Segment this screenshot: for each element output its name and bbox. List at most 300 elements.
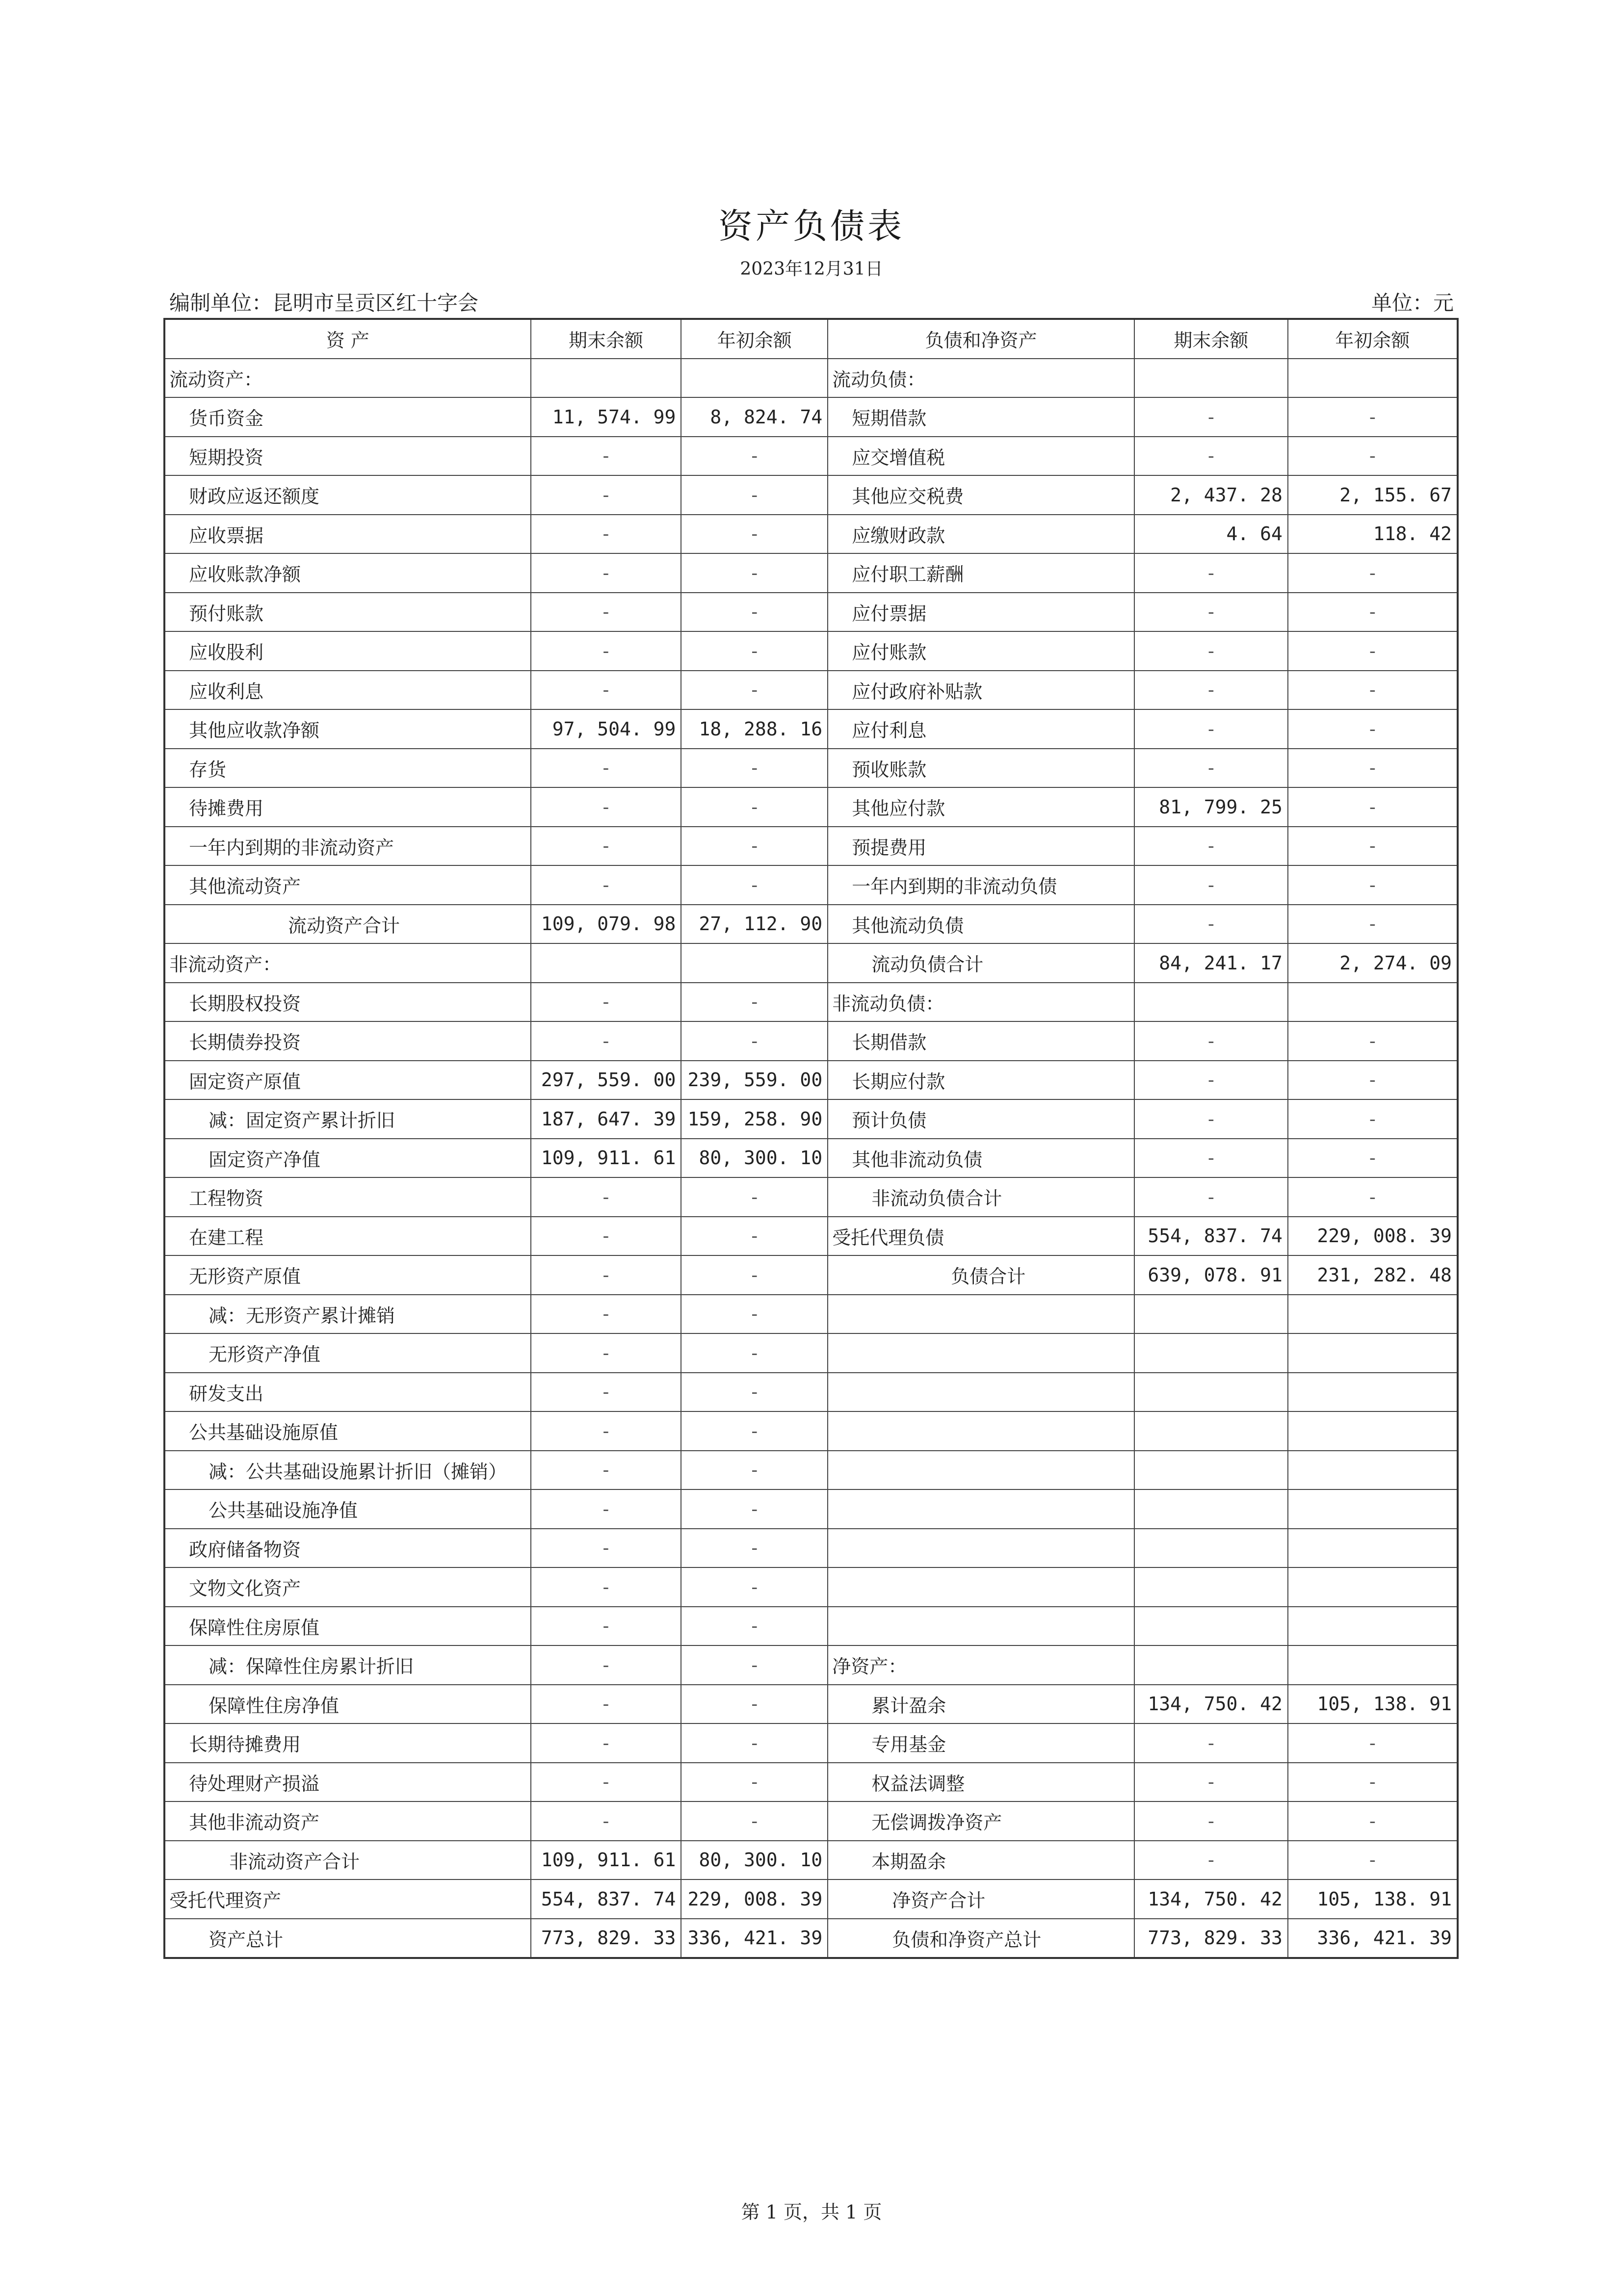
asset-begin-value: 229, 008. 39 xyxy=(681,1879,828,1919)
table-row xyxy=(164,1841,1458,1880)
asset-end-value: - xyxy=(531,1489,681,1529)
liability-end-value: - xyxy=(1134,553,1288,593)
liability-end-value: - xyxy=(1134,1841,1288,1880)
liability-label: 流动负债： xyxy=(828,359,1134,398)
asset-label: 一年内到期的非流动资产 xyxy=(164,827,531,866)
asset-end-value: 109, 911. 61 xyxy=(531,1841,681,1880)
liability-label: 应付利息 xyxy=(828,709,1134,749)
asset-label: 其他应收款净额 xyxy=(164,709,531,749)
asset-end-value: - xyxy=(531,1567,681,1607)
asset-label: 待摊费用 xyxy=(164,787,531,827)
liability-begin-value: - xyxy=(1288,553,1458,593)
asset-label: 资产总计 xyxy=(164,1919,531,1958)
table-row xyxy=(164,1451,1458,1490)
liability-begin-value: - xyxy=(1288,865,1458,905)
liability-end-value: 554, 837. 74 xyxy=(1134,1217,1288,1256)
table-row xyxy=(164,1763,1458,1802)
table-row xyxy=(164,943,1458,983)
asset-begin-value: - xyxy=(681,827,828,866)
liability-end-value: - xyxy=(1134,1139,1288,1178)
liability-end-value: - xyxy=(1134,709,1288,749)
asset-begin-value: 80, 300. 10 xyxy=(681,1139,828,1178)
liability-label: 应交增值税 xyxy=(828,437,1134,476)
compiling-unit: 编制单位：昆明市呈贡区红十字会 xyxy=(169,291,479,315)
liability-begin-value: - xyxy=(1288,1801,1458,1841)
asset-begin-value: - xyxy=(681,1489,828,1529)
table-row xyxy=(164,1879,1458,1919)
asset-label: 存货 xyxy=(164,749,531,788)
liability-label: 负债和净资产总计 xyxy=(828,1919,1134,1958)
table-row xyxy=(164,475,1458,515)
table-row xyxy=(164,1021,1458,1061)
liability-label: 其他流动负债 xyxy=(828,905,1134,944)
report-date: 2023年12月31日 xyxy=(740,259,883,279)
asset-label: 其他流动资产 xyxy=(164,865,531,905)
liability-label: 净资产： xyxy=(828,1645,1134,1685)
liability-label: 本期盈余 xyxy=(828,1841,1134,1880)
liability-label xyxy=(828,1567,1134,1607)
asset-end-value: 109, 079. 98 xyxy=(531,905,681,944)
liability-end-value xyxy=(1134,1333,1288,1373)
asset-begin-value: - xyxy=(681,1255,828,1295)
liability-label: 净资产合计 xyxy=(828,1879,1134,1919)
liability-begin-value: - xyxy=(1288,1177,1458,1217)
asset-begin-value: - xyxy=(681,1333,828,1373)
asset-end-value: - xyxy=(531,1217,681,1256)
asset-end-value: - xyxy=(531,827,681,866)
col-header-assets: 资 产 xyxy=(164,319,531,359)
table-row xyxy=(164,1529,1458,1568)
liability-end-value: - xyxy=(1134,1061,1288,1100)
liability-begin-value: 2, 274. 09 xyxy=(1288,943,1458,983)
liability-label xyxy=(828,1451,1134,1490)
liability-begin-value: 105, 138. 91 xyxy=(1288,1879,1458,1919)
liability-begin-value: 2, 155. 67 xyxy=(1288,475,1458,515)
liability-begin-value: - xyxy=(1288,1723,1458,1763)
liability-label: 受托代理负债 xyxy=(828,1217,1134,1256)
liability-end-value: - xyxy=(1134,1099,1288,1139)
liability-begin-value xyxy=(1288,1529,1458,1568)
asset-begin-value: - xyxy=(681,1217,828,1256)
asset-label: 无形资产原值 xyxy=(164,1255,531,1295)
asset-begin-value: - xyxy=(681,1685,828,1724)
asset-begin-value: - xyxy=(681,1801,828,1841)
table-row xyxy=(164,1099,1458,1139)
asset-end-value: - xyxy=(531,671,681,710)
table-row xyxy=(164,709,1458,749)
asset-label: 长期债券投资 xyxy=(164,1021,531,1061)
table-row xyxy=(164,1295,1458,1334)
liability-begin-value: - xyxy=(1288,397,1458,437)
liability-end-value: 639, 078. 91 xyxy=(1134,1255,1288,1295)
liability-end-value: - xyxy=(1134,1177,1288,1217)
liability-begin-value: - xyxy=(1288,1061,1458,1100)
liability-begin-value: 105, 138. 91 xyxy=(1288,1685,1458,1724)
asset-end-value: 97, 504. 99 xyxy=(531,709,681,749)
liability-begin-value xyxy=(1288,1607,1458,1646)
liability-label: 应付政府补贴款 xyxy=(828,671,1134,710)
table-row xyxy=(164,983,1458,1022)
asset-end-value: 773, 829. 33 xyxy=(531,1919,681,1958)
asset-label: 减：保障性住房累计折旧 xyxy=(164,1645,531,1685)
liability-begin-value: - xyxy=(1288,1841,1458,1880)
asset-label: 应收票据 xyxy=(164,515,531,554)
asset-label: 货币资金 xyxy=(164,397,531,437)
asset-begin-value: 239, 559. 00 xyxy=(681,1061,828,1100)
currency-unit: 单位：元 xyxy=(1371,291,1454,315)
liability-label: 长期应付款 xyxy=(828,1061,1134,1100)
liability-begin-value xyxy=(1288,1451,1458,1490)
liability-end-value xyxy=(1134,1373,1288,1412)
liability-end-value: - xyxy=(1134,749,1288,788)
table-row xyxy=(164,1645,1458,1685)
asset-begin-value: 336, 421. 39 xyxy=(681,1919,828,1958)
liability-begin-value: - xyxy=(1288,749,1458,788)
asset-begin-value: 159, 258. 90 xyxy=(681,1099,828,1139)
liability-begin-value: 118. 42 xyxy=(1288,515,1458,554)
table-row xyxy=(164,1801,1458,1841)
liability-label: 非流动负债合计 xyxy=(828,1177,1134,1217)
liability-end-value: - xyxy=(1134,905,1288,944)
col-header-asset-end: 期末余额 xyxy=(531,319,681,359)
asset-begin-value: - xyxy=(681,1645,828,1685)
liability-label: 预收账款 xyxy=(828,749,1134,788)
asset-end-value xyxy=(531,359,681,398)
table-row xyxy=(164,827,1458,866)
liability-end-value: - xyxy=(1134,1801,1288,1841)
liability-begin-value xyxy=(1288,1295,1458,1334)
liability-end-value: 134, 750. 42 xyxy=(1134,1879,1288,1919)
table-row xyxy=(164,1489,1458,1529)
liability-label xyxy=(828,1489,1134,1529)
liability-begin-value: 231, 282. 48 xyxy=(1288,1255,1458,1295)
table-row xyxy=(164,671,1458,710)
table-row xyxy=(164,397,1458,437)
liability-label: 预提费用 xyxy=(828,827,1134,866)
liability-end-value: - xyxy=(1134,827,1288,866)
liability-begin-value: - xyxy=(1288,1099,1458,1139)
asset-label: 固定资产原值 xyxy=(164,1061,531,1100)
col-header-liab-begin: 年初余额 xyxy=(1288,319,1458,359)
asset-begin-value xyxy=(681,359,828,398)
asset-end-value: - xyxy=(531,1411,681,1451)
asset-label: 减：公共基础设施累计折旧（摊销） xyxy=(164,1451,531,1490)
liability-begin-value: - xyxy=(1288,1139,1458,1178)
col-header-asset-begin: 年初余额 xyxy=(681,319,828,359)
balance-sheet-table xyxy=(163,318,1459,1959)
asset-label: 应收账款净额 xyxy=(164,553,531,593)
liability-begin-value: - xyxy=(1288,709,1458,749)
liability-end-value xyxy=(1134,1567,1288,1607)
liability-label: 一年内到期的非流动负债 xyxy=(828,865,1134,905)
asset-end-value: - xyxy=(531,865,681,905)
liability-end-value: - xyxy=(1134,1763,1288,1802)
asset-end-value: - xyxy=(531,475,681,515)
liability-end-value: 4. 64 xyxy=(1134,515,1288,554)
table-row xyxy=(164,905,1458,944)
liability-label: 预计负债 xyxy=(828,1099,1134,1139)
liability-label xyxy=(828,1373,1134,1412)
liability-label xyxy=(828,1333,1134,1373)
liability-label: 短期借款 xyxy=(828,397,1134,437)
table-row xyxy=(164,1177,1458,1217)
asset-label: 保障性住房净值 xyxy=(164,1685,531,1724)
table-row xyxy=(164,1723,1458,1763)
asset-label: 非流动资产： xyxy=(164,943,531,983)
liability-label: 应付账款 xyxy=(828,631,1134,671)
asset-begin-value: - xyxy=(681,787,828,827)
table-row xyxy=(164,1061,1458,1100)
liability-label: 权益法调整 xyxy=(828,1763,1134,1802)
liability-label: 累计盈余 xyxy=(828,1685,1134,1724)
liability-end-value: 84, 241. 17 xyxy=(1134,943,1288,983)
liability-end-value xyxy=(1134,359,1288,398)
asset-begin-value: - xyxy=(681,1451,828,1490)
asset-label: 预付账款 xyxy=(164,593,531,632)
asset-end-value: - xyxy=(531,1645,681,1685)
asset-begin-value: 80, 300. 10 xyxy=(681,1841,828,1880)
liability-end-value: - xyxy=(1134,865,1288,905)
asset-end-value: - xyxy=(531,1021,681,1061)
asset-begin-value: - xyxy=(681,475,828,515)
liability-label xyxy=(828,1411,1134,1451)
asset-label: 工程物资 xyxy=(164,1177,531,1217)
liability-end-value xyxy=(1134,983,1288,1022)
liability-begin-value xyxy=(1288,983,1458,1022)
liability-end-value xyxy=(1134,1451,1288,1490)
asset-label: 公共基础设施净值 xyxy=(164,1489,531,1529)
liability-label: 负债合计 xyxy=(828,1255,1134,1295)
asset-end-value: - xyxy=(531,1529,681,1568)
asset-end-value: 187, 647. 39 xyxy=(531,1099,681,1139)
asset-label: 长期待摊费用 xyxy=(164,1723,531,1763)
asset-begin-value: - xyxy=(681,983,828,1022)
liability-label xyxy=(828,1529,1134,1568)
asset-begin-value: - xyxy=(681,515,828,554)
liability-label: 流动负债合计 xyxy=(828,943,1134,983)
asset-end-value: 109, 911. 61 xyxy=(531,1139,681,1178)
asset-begin-value: - xyxy=(681,1411,828,1451)
asset-label: 短期投资 xyxy=(164,437,531,476)
table-row xyxy=(164,1255,1458,1295)
liability-begin-value xyxy=(1288,1411,1458,1451)
liability-begin-value xyxy=(1288,359,1458,398)
asset-begin-value: - xyxy=(681,593,828,632)
liability-end-value: - xyxy=(1134,437,1288,476)
asset-begin-value: - xyxy=(681,1763,828,1802)
table-row xyxy=(164,1373,1458,1412)
asset-begin-value: - xyxy=(681,553,828,593)
asset-end-value: - xyxy=(531,1373,681,1412)
liability-begin-value xyxy=(1288,1373,1458,1412)
asset-begin-value: - xyxy=(681,671,828,710)
asset-label: 在建工程 xyxy=(164,1217,531,1256)
liability-end-value: - xyxy=(1134,671,1288,710)
table-row xyxy=(164,437,1458,476)
asset-label: 非流动资产合计 xyxy=(164,1841,531,1880)
liability-label: 其他应付款 xyxy=(828,787,1134,827)
col-header-liabilities: 负债和净资产 xyxy=(828,319,1134,359)
asset-label: 研发支出 xyxy=(164,1373,531,1412)
asset-end-value: - xyxy=(531,1295,681,1334)
liability-label xyxy=(828,1607,1134,1646)
liability-begin-value xyxy=(1288,1489,1458,1529)
asset-end-value: - xyxy=(531,1333,681,1373)
table-row xyxy=(164,787,1458,827)
page-title: 资产负债表 xyxy=(718,206,905,246)
asset-begin-value: - xyxy=(681,437,828,476)
liability-begin-value xyxy=(1288,1567,1458,1607)
asset-begin-value: - xyxy=(681,631,828,671)
liability-end-value: 81, 799. 25 xyxy=(1134,787,1288,827)
liability-end-value: 134, 750. 42 xyxy=(1134,1685,1288,1724)
asset-end-value: - xyxy=(531,553,681,593)
asset-label: 减：固定资产累计折旧 xyxy=(164,1099,531,1139)
asset-label: 受托代理资产 xyxy=(164,1879,531,1919)
liability-label: 应付票据 xyxy=(828,593,1134,632)
table-row xyxy=(164,593,1458,632)
asset-begin-value: 8, 824. 74 xyxy=(681,397,828,437)
liability-end-value xyxy=(1134,1295,1288,1334)
asset-begin-value: - xyxy=(681,1295,828,1334)
liability-end-value: - xyxy=(1134,1021,1288,1061)
asset-label: 应收利息 xyxy=(164,671,531,710)
asset-end-value: - xyxy=(531,515,681,554)
asset-label: 财政应返还额度 xyxy=(164,475,531,515)
asset-end-value: - xyxy=(531,749,681,788)
liability-begin-value: - xyxy=(1288,787,1458,827)
asset-end-value: - xyxy=(531,1801,681,1841)
asset-label: 其他非流动资产 xyxy=(164,1801,531,1841)
asset-end-value: - xyxy=(531,1255,681,1295)
liability-label: 其他应交税费 xyxy=(828,475,1134,515)
asset-end-value: 554, 837. 74 xyxy=(531,1879,681,1919)
asset-end-value: - xyxy=(531,1685,681,1724)
liability-begin-value: - xyxy=(1288,437,1458,476)
asset-begin-value: 18, 288. 16 xyxy=(681,709,828,749)
asset-end-value: - xyxy=(531,787,681,827)
liability-end-value: - xyxy=(1134,397,1288,437)
liability-label: 应缴财政款 xyxy=(828,515,1134,554)
asset-label: 保障性住房原值 xyxy=(164,1607,531,1646)
asset-label: 无形资产净值 xyxy=(164,1333,531,1373)
liability-end-value xyxy=(1134,1529,1288,1568)
table-row xyxy=(164,631,1458,671)
table-row xyxy=(164,553,1458,593)
liability-begin-value: - xyxy=(1288,671,1458,710)
asset-begin-value: - xyxy=(681,1723,828,1763)
asset-end-value: - xyxy=(531,1607,681,1646)
asset-end-value: 11, 574. 99 xyxy=(531,397,681,437)
asset-label: 政府储备物资 xyxy=(164,1529,531,1568)
asset-label: 待处理财产损溢 xyxy=(164,1763,531,1802)
table-row xyxy=(164,1333,1458,1373)
table-row xyxy=(164,1919,1458,1958)
page-footer: 第 1 页，共 1 页 xyxy=(741,2201,882,2223)
asset-end-value: - xyxy=(531,437,681,476)
table-row xyxy=(164,865,1458,905)
liability-label: 专用基金 xyxy=(828,1723,1134,1763)
liability-begin-value xyxy=(1288,1333,1458,1373)
table-row xyxy=(164,359,1458,398)
liability-begin-value: - xyxy=(1288,593,1458,632)
asset-end-value: - xyxy=(531,593,681,632)
liability-label: 非流动负债： xyxy=(828,983,1134,1022)
liability-begin-value xyxy=(1288,1645,1458,1685)
liability-begin-value: - xyxy=(1288,1021,1458,1061)
table-row xyxy=(164,1217,1458,1256)
table-row xyxy=(164,1685,1458,1724)
table-row xyxy=(164,1567,1458,1607)
table-row xyxy=(164,515,1458,554)
liability-begin-value: 336, 421. 39 xyxy=(1288,1919,1458,1958)
liability-end-value xyxy=(1134,1411,1288,1451)
liability-end-value: - xyxy=(1134,631,1288,671)
liability-label xyxy=(828,1295,1134,1334)
table-row xyxy=(164,1411,1458,1451)
asset-begin-value: - xyxy=(681,749,828,788)
asset-end-value: - xyxy=(531,983,681,1022)
table-row xyxy=(164,1607,1458,1646)
asset-begin-value: - xyxy=(681,1567,828,1607)
col-header-liab-end: 期末余额 xyxy=(1134,319,1288,359)
liability-begin-value: 229, 008. 39 xyxy=(1288,1217,1458,1256)
asset-label: 公共基础设施原值 xyxy=(164,1411,531,1451)
table-header-row xyxy=(164,319,1458,359)
liability-label: 应付职工薪酬 xyxy=(828,553,1134,593)
liability-end-value xyxy=(1134,1607,1288,1646)
asset-label: 流动资产合计 xyxy=(164,905,531,944)
liability-label: 其他非流动负债 xyxy=(828,1139,1134,1178)
liability-end-value: - xyxy=(1134,593,1288,632)
liability-end-value: 2, 437. 28 xyxy=(1134,475,1288,515)
liability-begin-value: - xyxy=(1288,905,1458,944)
asset-label: 流动资产： xyxy=(164,359,531,398)
liability-begin-value: - xyxy=(1288,827,1458,866)
asset-end-value: - xyxy=(531,631,681,671)
liability-end-value xyxy=(1134,1645,1288,1685)
asset-end-value: 297, 559. 00 xyxy=(531,1061,681,1100)
asset-end-value: - xyxy=(531,1723,681,1763)
liability-end-value: 773, 829. 33 xyxy=(1134,1919,1288,1958)
asset-begin-value: - xyxy=(681,1607,828,1646)
asset-label: 应收股利 xyxy=(164,631,531,671)
asset-end-value: - xyxy=(531,1177,681,1217)
asset-begin-value xyxy=(681,943,828,983)
asset-begin-value: - xyxy=(681,1529,828,1568)
asset-label: 文物文化资产 xyxy=(164,1567,531,1607)
liability-end-value: - xyxy=(1134,1723,1288,1763)
asset-end-value: - xyxy=(531,1451,681,1490)
asset-label: 长期股权投资 xyxy=(164,983,531,1022)
asset-begin-value: - xyxy=(681,1021,828,1061)
asset-end-value: - xyxy=(531,1763,681,1802)
liability-begin-value: - xyxy=(1288,631,1458,671)
asset-label: 固定资产净值 xyxy=(164,1139,531,1178)
asset-begin-value: 27, 112. 90 xyxy=(681,905,828,944)
table-row xyxy=(164,1139,1458,1178)
liability-label: 无偿调拨净资产 xyxy=(828,1801,1134,1841)
liability-end-value xyxy=(1134,1489,1288,1529)
liability-begin-value: - xyxy=(1288,1763,1458,1802)
asset-begin-value: - xyxy=(681,1373,828,1412)
asset-label: 减：无形资产累计摊销 xyxy=(164,1295,531,1334)
asset-end-value xyxy=(531,943,681,983)
liability-label: 长期借款 xyxy=(828,1021,1134,1061)
table-row xyxy=(164,749,1458,788)
asset-begin-value: - xyxy=(681,865,828,905)
asset-begin-value: - xyxy=(681,1177,828,1217)
